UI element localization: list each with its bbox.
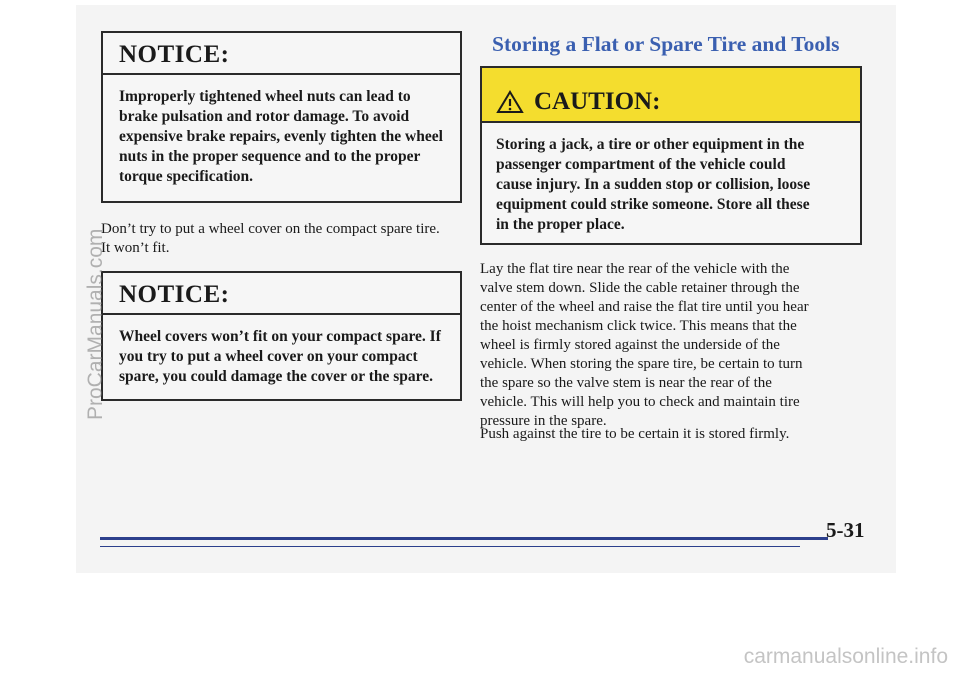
notice-line: expensive brake repairs, evenly tighten the wheel xyxy=(119,128,443,145)
paragraph-line: It won’t fit. xyxy=(101,240,170,256)
notice-line: you try to put a wheel cover on your compact xyxy=(119,348,418,365)
caution-body xyxy=(482,123,860,235)
section-heading: Storing a Flat or Spare Tire and Tools xyxy=(492,32,840,56)
wheel-cover-paragraph xyxy=(101,220,461,258)
notice-title: NOTICE: xyxy=(103,33,460,75)
notice-title: NOTICE: xyxy=(103,273,460,315)
caution-header xyxy=(482,68,860,123)
caution-box xyxy=(480,66,862,245)
caution-line: equipment could strike someone. Store all these xyxy=(496,196,810,213)
caution-title: CAUTION: xyxy=(534,88,661,115)
watermark-side: ProCarManuals.com xyxy=(84,228,107,420)
paragraph-line: valve stem down. Slide the cable retainer through the xyxy=(480,280,800,296)
warning-triangle-icon xyxy=(496,90,524,114)
footer-rule-thin xyxy=(100,546,800,547)
notice-line: brake pulsation and rotor damage. To avoid xyxy=(119,108,410,125)
notice-body xyxy=(103,315,460,395)
notice-line: spare, you could damage the cover or the spare. xyxy=(119,368,434,385)
paragraph-line: pressure in the spare. xyxy=(480,413,607,429)
paragraph-line: wheel is firmly stored against the underside of the xyxy=(480,337,780,353)
notice-line: nuts in the proper sequence and to the proper xyxy=(119,148,421,165)
paragraph-line: vehicle. When storing the spare tire, be certain to turn xyxy=(480,356,803,372)
caution-line: cause injury. In a sudden stop or collision, loose xyxy=(496,176,811,193)
footer-rule xyxy=(100,537,828,540)
instructions-paragraph xyxy=(480,260,880,431)
paragraph-line: Lay the flat tire near the rear of the vehicle with the xyxy=(480,261,790,277)
paragraph-line: the spare so the valve stem is near the rear of the xyxy=(480,375,772,391)
notice-line: Improperly tightened wheel nuts can lead to xyxy=(119,88,411,105)
paragraph-line: the hoist mechanism click twice. This means that the xyxy=(480,318,797,334)
watermark-bottom: carmanualsonline.info xyxy=(743,645,948,668)
page-number: 5-31 xyxy=(826,518,865,542)
caution-line: in the proper place. xyxy=(496,216,625,233)
paragraph-line: vehicle. This will help you to check and maintain tire xyxy=(480,394,800,410)
notice-body xyxy=(103,75,460,195)
paragraph-line: Don’t try to put a wheel cover on the compact spare tire. xyxy=(101,221,440,237)
caution-line: passenger compartment of the vehicle could xyxy=(496,156,786,173)
notice-box-wheel-nuts xyxy=(101,31,462,203)
notice-line: torque specification. xyxy=(119,168,254,185)
final-paragraph: Push against the tire to be certain it is stored firmly. xyxy=(480,426,790,442)
paragraph-line: center of the wheel and raise the flat tire until you hear xyxy=(480,299,809,315)
notice-box-wheel-covers xyxy=(101,271,462,401)
caution-line: Storing a jack, a tire or other equipment in the xyxy=(496,136,805,153)
notice-line: Wheel covers won’t fit on your compact spare. If xyxy=(119,328,441,345)
